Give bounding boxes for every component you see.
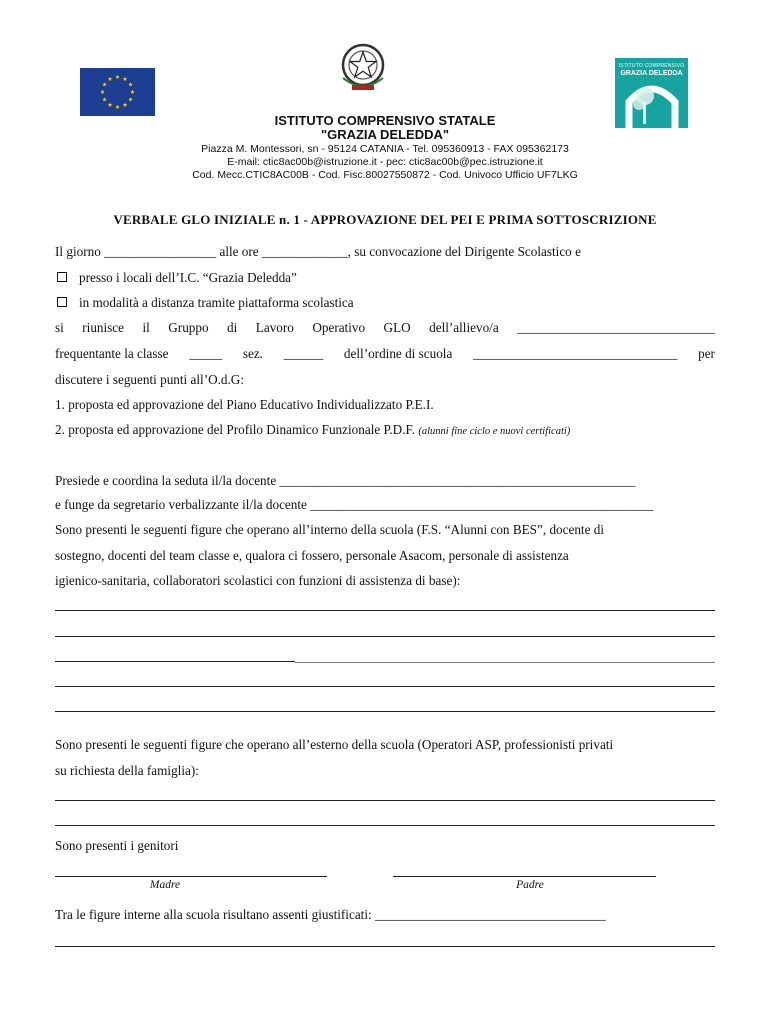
riunisce-word: Lavoro: [255, 320, 294, 335]
interne-line-3: igienico-sanitaria, collaboratori scolastici con funzioni di assistenza di base):: [55, 573, 461, 588]
agenda-intro: discutere i seguenti punti all’O.d.G:: [55, 372, 244, 387]
external-figures-rule[interactable]: [55, 800, 715, 801]
meeting-date-line: Il giorno _________________ alle ore _____________, su convocazione del Dirigente Scolastico e: [55, 244, 581, 259]
frequentante-line: [55, 346, 715, 362]
school-codes: Cod. Mecc.CTIC8AC00B - Cod. Fisc.80027550872 - Cod. Univoco Ufficio UF7LKG: [192, 169, 578, 181]
eu-star-icon: [128, 97, 133, 101]
school-name-line2: "GRAZIA DELEDDA": [320, 127, 450, 142]
agenda-point-2-note: (alunni fine ciclo e nuovi certificati): [418, 426, 571, 437]
riunisce-word: GLO: [383, 320, 411, 335]
italian-republic-emblem: [334, 38, 392, 96]
option-presso-row: [55, 270, 715, 286]
class-blank[interactable]: _____: [189, 346, 223, 361]
eu-star-icon: [128, 82, 133, 86]
eu-star-icon: [108, 77, 113, 81]
riunisce-word: Operativo: [312, 320, 366, 335]
document-title: VERBALE GLO INIZIALE n. 1 - APPROVAZIONE DEL PEI E PRIMA SOTTOSCRIZIONE: [113, 212, 657, 227]
agenda-point-1: 1. proposta ed approvazione del Piano Educativo Individualizzato P.E.I.: [55, 397, 434, 412]
assenti-rule[interactable]: [55, 946, 715, 947]
distanza-checkbox[interactable]: [57, 297, 67, 307]
interne-line-2: sostegno, docenti del team classe e, qualora ci fossero, personale Asacom, personale di assistenza: [55, 548, 569, 563]
eu-star-icon: [102, 82, 107, 86]
riunisce-word: dell’allievo/a: [429, 320, 499, 335]
option-distanza-label: in modalità a distanza tramite piattaforma scolastica: [79, 295, 354, 310]
eu-star-icon: [102, 97, 107, 101]
student-name-blank[interactable]: ______________________________: [517, 320, 715, 335]
frequentante-word: frequentante la classe: [55, 346, 169, 361]
mother-signature-line[interactable]: [55, 876, 327, 877]
eu-star-icon: [130, 90, 135, 94]
school-address: Piazza M. Montessori, sn - 95124 CATANIA - Tel. 095360913 - FAX 095362173: [201, 143, 569, 155]
eu-star-icon: [100, 90, 105, 94]
eu-star-icon: [108, 103, 113, 107]
eu-star-icon: [115, 105, 120, 109]
school-name-line1: ISTITUTO COMPRENSIVO STATALE: [274, 113, 496, 128]
eu-star-icon: [115, 75, 120, 79]
riunisce-word: di: [227, 320, 238, 335]
option-presso-label: presso i locali dell’I.C. “Grazia Deledda”: [79, 270, 297, 285]
external-figures-rule[interactable]: [55, 825, 715, 826]
internal-figures-rule[interactable]: [55, 711, 715, 712]
school-email: E-mail: ctic8ac00b@istruzione.it - pec: ctic8ac00b@pec.istruzione.it: [227, 156, 543, 168]
interne-line-1: [55, 522, 715, 538]
riunisce-word: si: [55, 320, 64, 335]
eu-flag-logo: [80, 68, 155, 116]
internal-figures-rule-light[interactable]: [295, 662, 715, 663]
presso-checkbox[interactable]: [57, 272, 67, 282]
school-order-blank[interactable]: _______________________________: [473, 346, 678, 361]
logo-text-line2: GRAZIA DELEDDA: [620, 70, 683, 77]
logo-text-line1: ISTITUTO COMPRENSIVO: [618, 63, 685, 69]
internal-figures-rule[interactable]: [55, 661, 295, 662]
internal-figures-rule[interactable]: [55, 686, 715, 687]
frequentante-word: per: [698, 346, 715, 361]
esterne-line-1: Sono presenti le seguenti figure che operano all’esterno della scuola (Operatori ASP, professionisti privati: [55, 737, 614, 752]
father-label: Padre: [516, 879, 544, 891]
riunisce-word: riunisce: [82, 320, 125, 335]
republic-star-icon: [334, 38, 392, 96]
segretario-line: e funge da segretario verbalizzante il/la docente ____________________________________________________: [55, 497, 654, 512]
internal-figures-rule[interactable]: [55, 610, 715, 611]
internal-figures-rule[interactable]: [55, 636, 715, 637]
frequentante-word: sez.: [242, 346, 263, 361]
father-signature-line[interactable]: [393, 876, 656, 877]
riunisce-word: Gruppo: [168, 320, 209, 335]
mother-label: Madre: [149, 879, 181, 891]
esterne-line-2: su richiesta della famiglia):: [55, 763, 199, 778]
section-blank[interactable]: ______: [283, 346, 324, 361]
riunisce-word: il: [142, 320, 150, 335]
presiede-line: Presiede e coordina la seduta il/la docente ______________________________________________________: [55, 473, 636, 488]
agenda-point-2: [55, 422, 715, 438]
frequentante-word: dell’ordine di scuola: [343, 346, 453, 361]
eu-star-icon: [123, 77, 128, 81]
genitori-line: Sono presenti i genitori: [55, 838, 179, 853]
riunisce-line: [55, 320, 715, 336]
option-distanza-row: [55, 295, 715, 311]
eu-stars-icon: [80, 68, 155, 116]
assenti-line: Tra le figure interne alla scuola risultano assenti giustificati: ___________________________________: [55, 907, 606, 922]
agenda-point-2-text: 2. proposta ed approvazione del Profilo Dinamico Funzionale P.D.F.: [55, 422, 416, 437]
interne-text: Sono presenti le seguenti figure che operano all’interno della scuola (F.S. “Alunni con BES”, docente di: [55, 522, 605, 537]
eu-star-icon: [123, 103, 128, 107]
